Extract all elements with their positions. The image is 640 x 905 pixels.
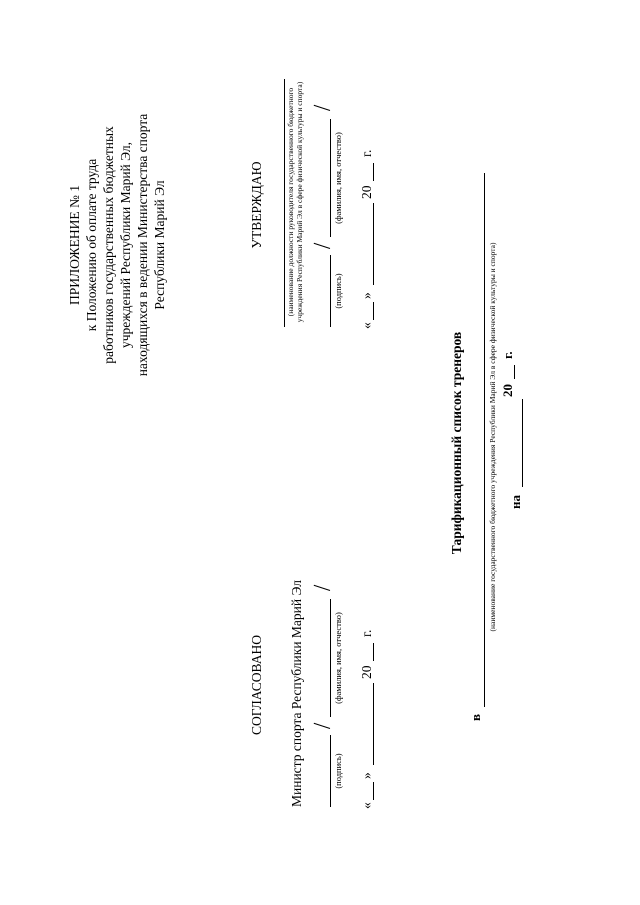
agreed-signature-caption: (подпись) [333,753,343,789]
approved-year-suffix: г. [359,149,374,157]
agreed-signature-line [330,735,331,807]
approved-title: УТВЕРЖДАЮ [249,161,264,249]
agreed-position: Министр спорта Республики Марий Эл [289,580,304,807]
approved-signature-line [330,255,331,327]
institution-row [464,169,490,729]
agreed-day-line [373,782,374,800]
date-on-row [500,289,526,509]
agreed-separator-slash [314,723,330,729]
year-suffix: г. [500,351,515,359]
approved-separator-slash [314,105,330,111]
year-prefix: 20 [500,384,515,397]
approved-date-close: » [359,292,374,299]
appendix-line: работников государственных бюджетных [101,126,116,364]
agreed-year-line [373,643,374,661]
agreed-date-close: » [359,772,374,779]
appendix-line: Республики Марий Эл [152,180,167,310]
agreed-name-caption: (фамилия, имя, отчество) [333,612,343,704]
agreed-name-line [330,599,331,717]
appendix-line: учреждений Республики Марий Эл, [118,141,133,349]
approved-name-line [330,119,331,237]
institution-caption: (наименование государственного бюджетного учреждения Республики Марий Эл в сфере физической культуры и спорта) [488,242,497,632]
agreed-month-line [373,683,374,765]
appendix-header [66,65,168,425]
approved-position-line [284,79,285,327]
approved-signature-caption: (подпись) [333,273,343,309]
agreed-separator-slash [314,585,330,591]
agreed-date-open: « [359,802,374,809]
approved-separator-slash [314,243,330,249]
agreed-year-prefix: 20 [359,665,374,679]
date-month-line [522,399,523,487]
approved-day-line [373,302,374,320]
appendix-line: к Положению об оплате труда [84,158,99,332]
appendix-line: находящихся в ведении Министерства спорта [135,113,150,377]
agreed-title: СОГЛАСОВАНО [249,635,264,735]
year-line [514,365,515,379]
agreed-date [358,569,378,809]
document-title: Тарификационный список тренеров [449,331,464,555]
approved-date-open: « [359,322,374,329]
approved-date [358,89,378,329]
approved-position-caption: (наименование должности руководителя государственного бюджетного учреждения Республики Марий Эл в сфере физической культуры и спорта) [286,81,304,323]
approved-year-prefix: 20 [359,185,374,199]
approved-year-line [373,163,374,181]
on-label: на [508,495,523,509]
institution-line [484,173,485,707]
approved-month-line [373,203,374,285]
in-label: в [468,713,483,721]
approved-name-caption: (фамилия, имя, отчество) [333,132,343,224]
agreed-year-suffix: г. [359,629,374,637]
appendix-title: ПРИЛОЖЕНИЕ № 1 [67,184,82,306]
